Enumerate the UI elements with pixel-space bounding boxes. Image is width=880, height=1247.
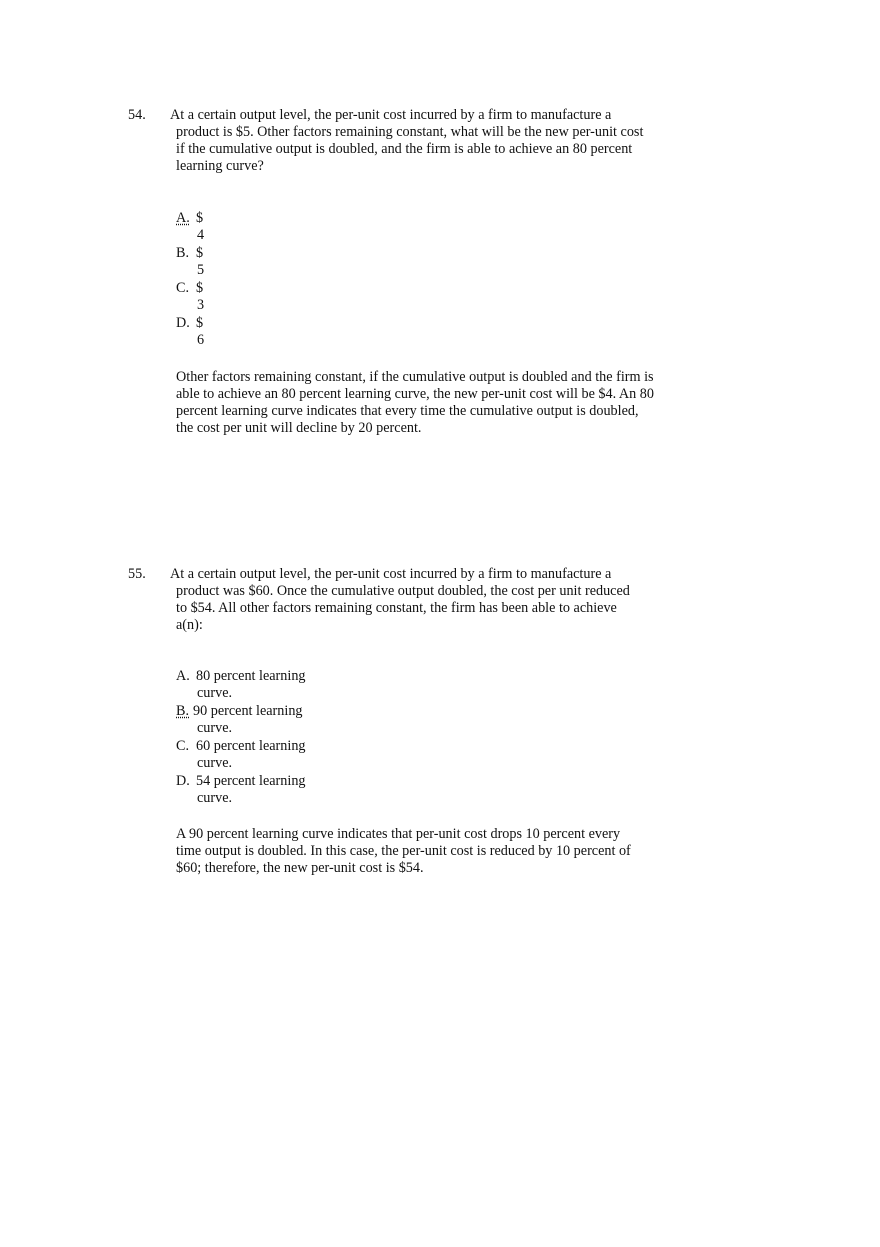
option-letter: B. xyxy=(176,245,190,261)
explanation-55: A 90 percent learning curve indicates that per-unit cost drops 10 percent every time output is doubled. In this case, the per-unit cost is reduced by 10 percent of $60; therefore, the new per-unit cost is $54. xyxy=(176,826,631,876)
option-prefix: $ xyxy=(196,280,204,296)
answer-option-c[interactable] xyxy=(176,280,208,314)
option-letter: C. xyxy=(176,280,190,296)
option-prefix: $ xyxy=(196,245,204,261)
option-text: 80 percent learning xyxy=(196,668,306,684)
option-value: 3 xyxy=(197,297,205,313)
answer-option-a[interactable] xyxy=(176,210,208,244)
answer-options-55 xyxy=(176,668,314,808)
answer-option-d[interactable] xyxy=(176,315,208,349)
answer-option-b[interactable] xyxy=(176,703,314,737)
question-number: 55. xyxy=(128,566,146,582)
option-text-continued: curve. xyxy=(197,790,233,806)
answer-option-b[interactable] xyxy=(176,245,208,279)
option-text: 54 percent learning xyxy=(196,773,306,789)
answer-option-c[interactable] xyxy=(176,738,314,772)
question-stem-rest: product is $5. Other factors remaining constant, what will be the new per-unit cost if the cumulative output is doubled, and the firm is able to achieve an 80 percent learning curve? xyxy=(176,124,644,174)
question-stem-rest: product was $60. Once the cumulative output doubled, the cost per unit reduced to $54. All other factors remaining constant, the firm has been able to achieve a(n): xyxy=(176,583,630,633)
answer-option-d[interactable] xyxy=(176,773,314,807)
option-text-continued: curve. xyxy=(197,755,233,771)
question-stem-line1: At a certain output level, the per-unit cost incurred by a firm to manufacture a xyxy=(170,566,612,582)
option-prefix: $ xyxy=(196,210,204,226)
option-value: 4 xyxy=(197,227,205,243)
option-value: 5 xyxy=(197,262,205,278)
question-number: 54. xyxy=(128,107,146,123)
question-stem xyxy=(170,107,660,175)
option-letter: B. xyxy=(176,703,190,719)
answer-option-a[interactable] xyxy=(176,668,314,702)
option-letter: C. xyxy=(176,738,190,754)
option-letter: D. xyxy=(176,773,190,789)
option-text: 60 percent learning xyxy=(196,738,306,754)
option-text: 90 percent learning xyxy=(193,703,303,719)
answer-options-54 xyxy=(176,210,208,350)
option-text-continued: curve. xyxy=(197,685,233,701)
option-letter: D. xyxy=(176,315,190,331)
option-prefix: $ xyxy=(196,315,204,331)
explanation-54: Other factors remaining constant, if the cumulative output is doubled and the firm is able to achieve an 80 percent learning curve, the new per-unit cost will be $4. An 80 percent learning curve indicates that every time the cumulative output is doubled, the cost per unit will decline by 20 percent. xyxy=(176,369,654,436)
option-letter: A. xyxy=(176,668,190,684)
question-stem-line1: At a certain output level, the per-unit cost incurred by a firm to manufacture a xyxy=(170,107,612,123)
option-text-continued: curve. xyxy=(197,720,233,736)
question-stem xyxy=(170,566,660,634)
option-letter: A. xyxy=(176,210,190,226)
option-value: 6 xyxy=(197,332,205,348)
